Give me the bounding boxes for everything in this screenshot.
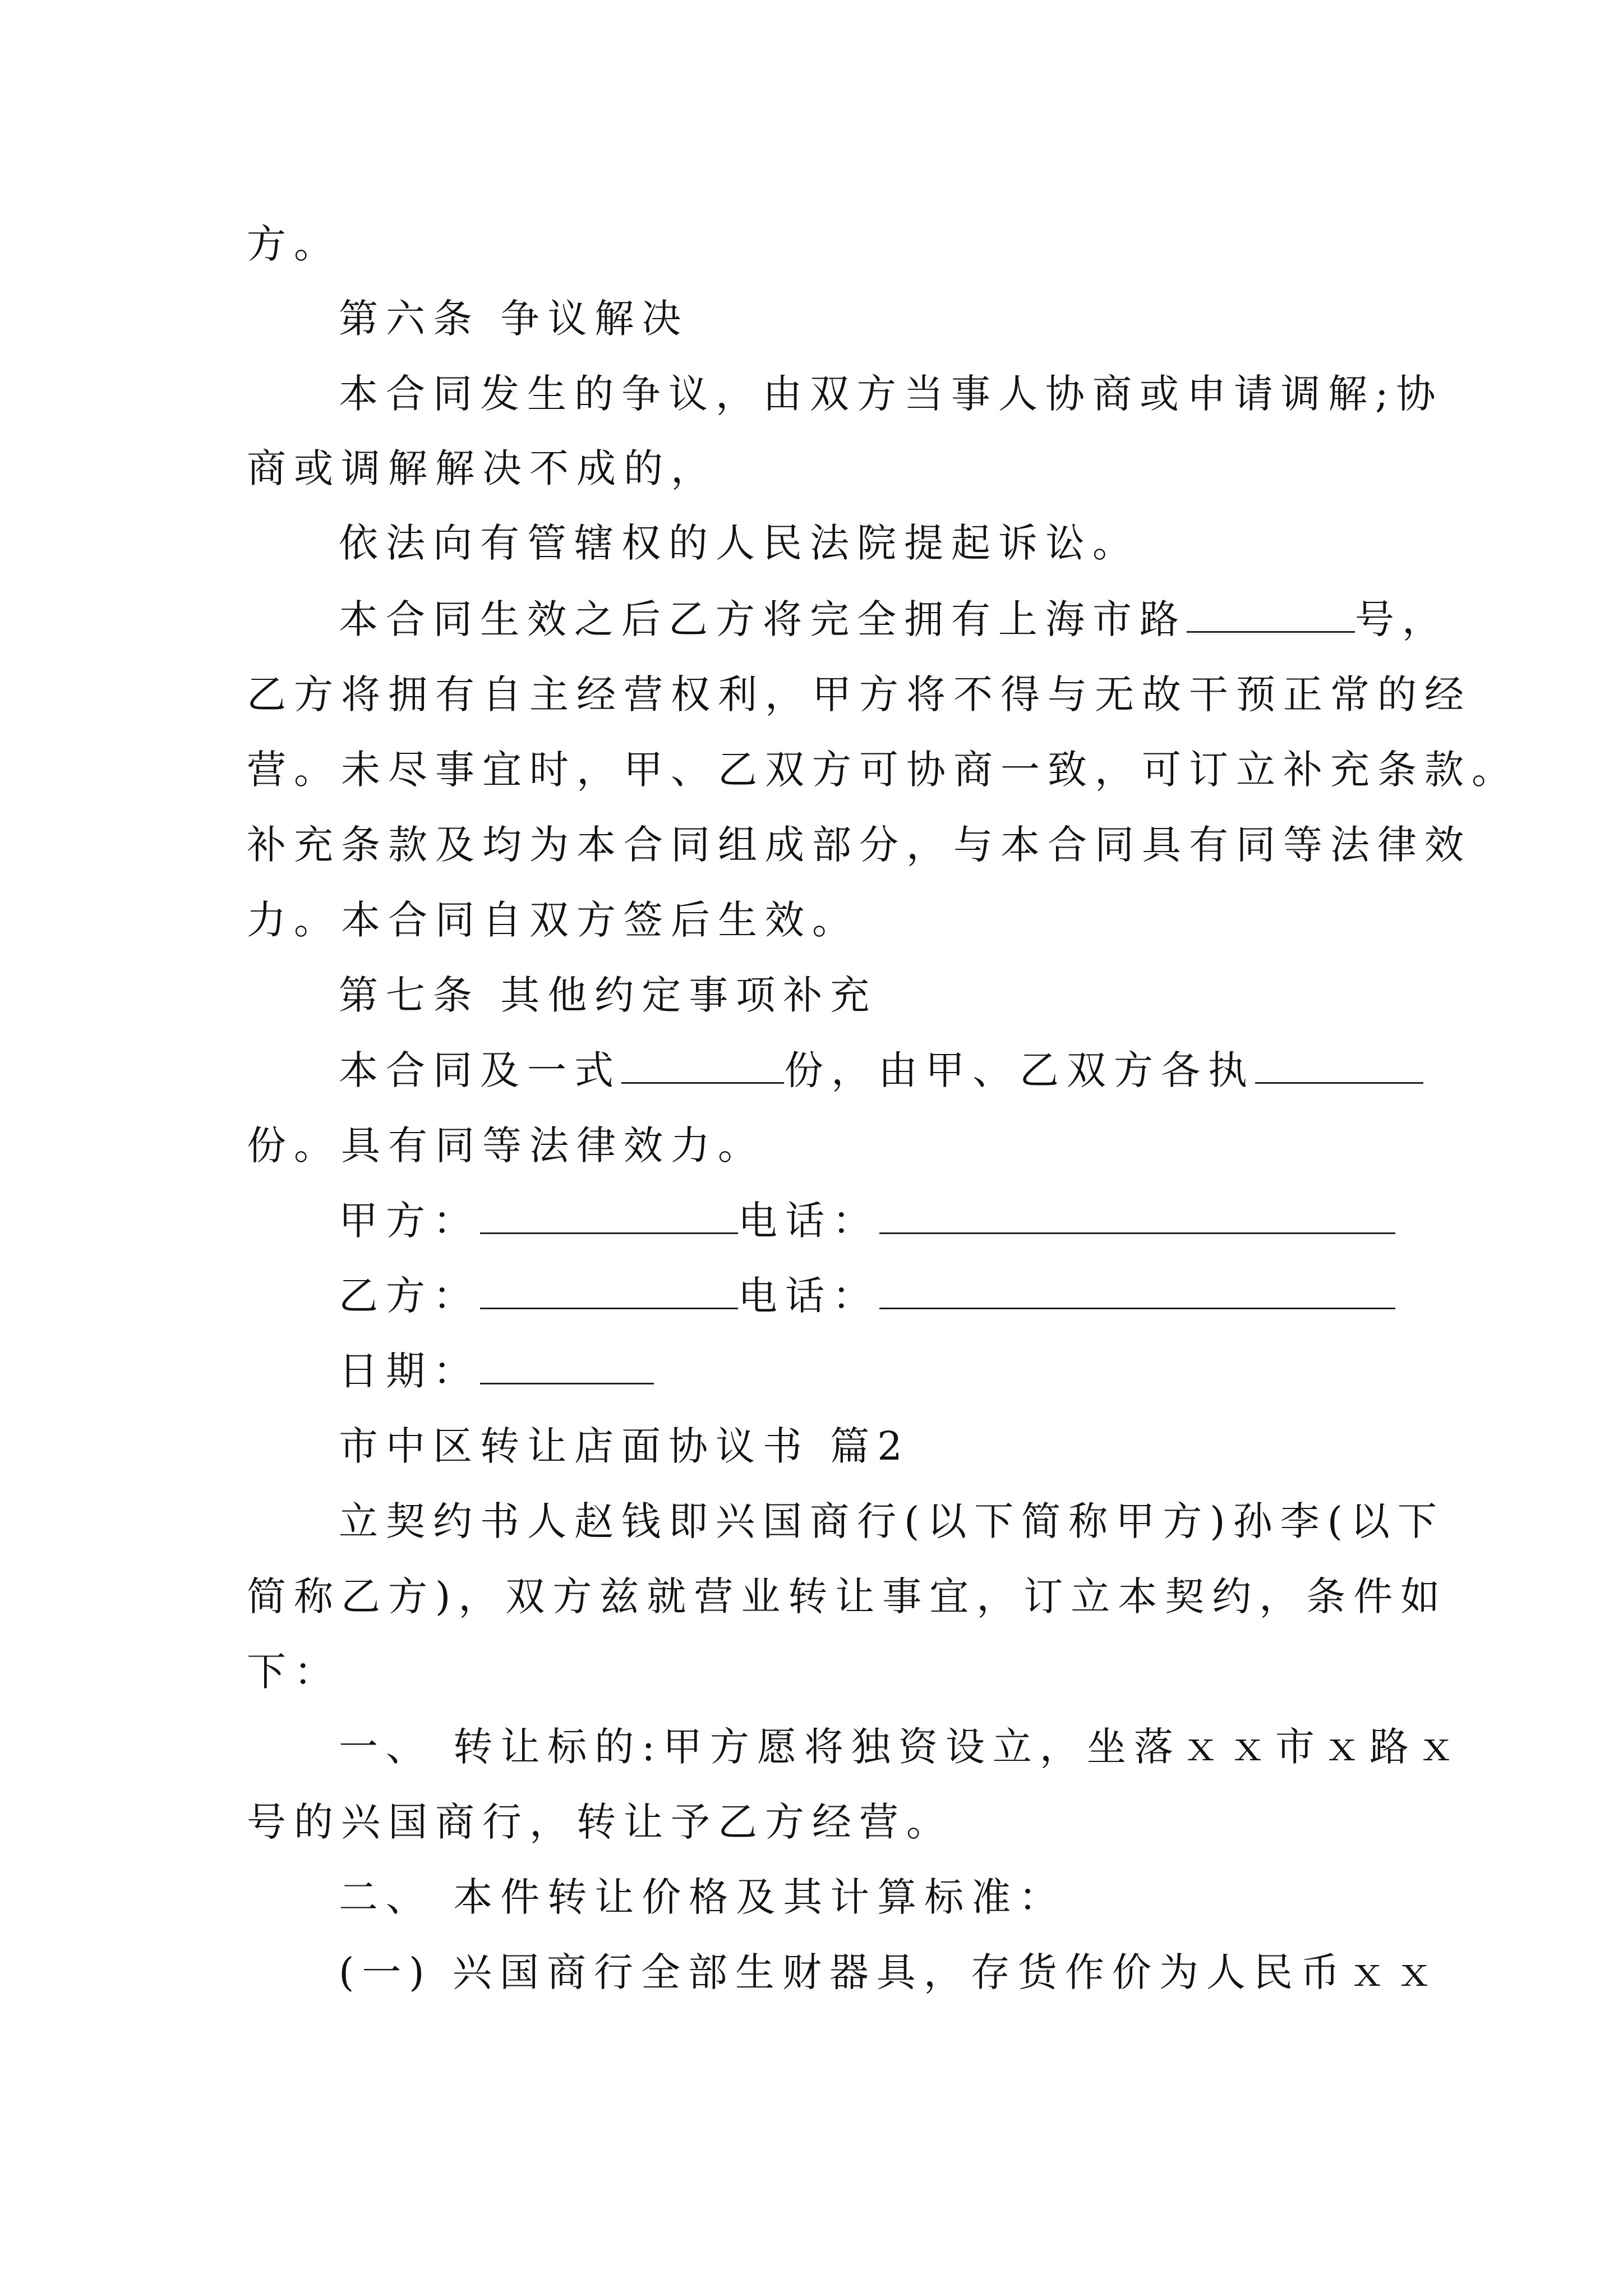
text-line — [339, 591, 1449, 647]
signature-line-party-b — [339, 1268, 1395, 1324]
text-line: 本合同发生的争议，由双方当事人协商或申请调解;协 — [339, 371, 1444, 417]
party-a-blank — [480, 1198, 738, 1234]
text-line — [339, 1042, 1423, 1098]
text-line: 号的兴国商行，转让予乙方经营。 — [247, 1799, 953, 1845]
date-line — [339, 1343, 654, 1399]
text-line: 补充条款及均为本合同组成部分，与本合同具有同等法律效 — [247, 822, 1472, 868]
article-6-heading: 第六条 争议解决 — [339, 296, 689, 342]
signature-line-party-a — [339, 1193, 1395, 1249]
text-line: 力。本合同自双方签后生效。 — [247, 897, 859, 943]
text-line: 乙方将拥有自主经营权利，甲方将不得与无故干预正常的经 — [247, 671, 1472, 717]
phone-blank — [879, 1198, 1395, 1234]
date-label: 日期： — [339, 1348, 480, 1394]
section-title: 市中区转让店面协议书 篇2 — [339, 1423, 910, 1469]
fill-blank — [1255, 1047, 1423, 1084]
text-line: 简称乙方)，双方兹就营业转让事宜，订立本契约，条件如 — [247, 1573, 1448, 1619]
text-segment: 本合同生效之后乙方将完全拥有上海市路 — [339, 596, 1187, 642]
text-segment: 份，由甲、乙双方各执 — [784, 1047, 1255, 1093]
text-line: 营。未尽事宜时，甲、乙双方可协商一致，可订立补充条款。 — [247, 747, 1519, 793]
party-a-label: 甲方： — [339, 1198, 480, 1244]
text-line: 下： — [247, 1649, 341, 1695]
text-line: 份。具有同等法律效力。 — [247, 1122, 765, 1168]
text-segment: 本合同及一式 — [339, 1047, 621, 1093]
text-line: 二、 本件转让价格及其计算标准： — [339, 1874, 1066, 1920]
fill-blank — [621, 1047, 784, 1084]
party-b-label: 乙方： — [339, 1273, 480, 1319]
text-line: (一) 兴国商行全部生财器具，存货作价为人民币ｘｘ — [339, 1949, 1442, 1995]
date-blank — [480, 1348, 654, 1384]
party-b-blank — [480, 1273, 738, 1309]
fill-blank — [1187, 596, 1355, 633]
article-7-heading: 第七条 其他约定事项补充 — [339, 972, 878, 1018]
phone-label: 电话： — [738, 1198, 879, 1244]
text-line: 立契约书人赵钱即兴国商行(以下简称甲方)孙李(以下 — [339, 1498, 1445, 1544]
text-line: 商或调解解决不成的， — [247, 445, 718, 491]
phone-blank — [879, 1273, 1395, 1309]
text-line: 一、 转让标的:甲方愿将独资设立，坐落ｘｘ市ｘ路ｘ — [339, 1724, 1464, 1770]
text-line: 方。 — [247, 221, 341, 267]
text-line: 依法向有管辖权的人民法院提起诉讼。 — [339, 520, 1140, 566]
text-segment: 号， — [1355, 596, 1449, 642]
phone-label: 电话： — [738, 1273, 879, 1319]
